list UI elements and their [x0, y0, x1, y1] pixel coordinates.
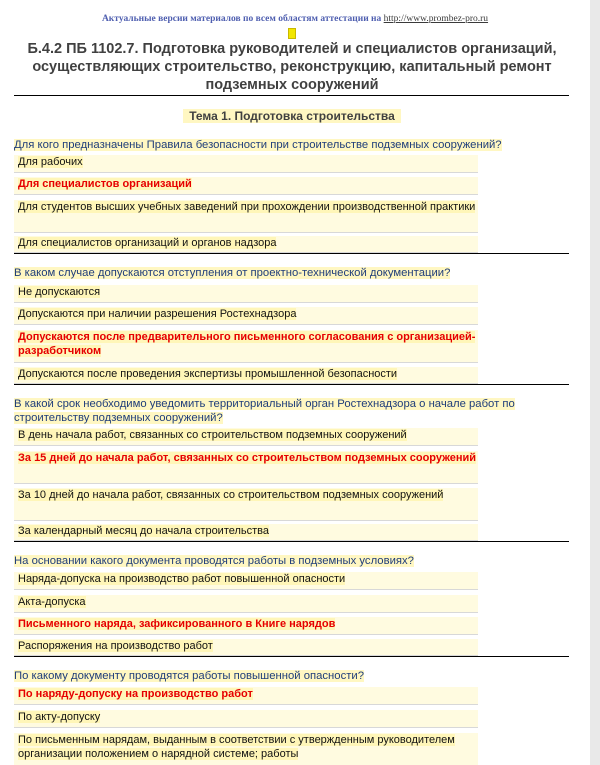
answer-option[interactable] — [14, 200, 478, 233]
answer-option[interactable] — [14, 710, 478, 728]
answer-option-correct[interactable] — [14, 617, 478, 635]
topic-label: Тема 1. Подготовка строительства — [183, 109, 401, 123]
answer-text: Не допускаются — [18, 286, 101, 298]
question-5 — [14, 669, 570, 683]
title-divider — [14, 95, 569, 96]
question-divider — [14, 656, 569, 657]
answer-option-correct[interactable] — [14, 451, 478, 484]
header-link[interactable]: http://www.prombez-pro.ru — [383, 14, 489, 24]
question-text: Для кого предназначены Правила безопасности при строительстве подземных сооружений? — [14, 139, 502, 151]
document-title: Б.4.2 ПБ 1102.7. Подготовка руководителей и специалистов организаций, осуществляющих строительство, реконструкцию, капитальный ремонт подземных сооружений — [27, 41, 557, 93]
answer-text: За 10 дней до начала работ, связанных со строительством подземных сооружений — [18, 489, 444, 501]
answer-text: Допускаются после предварительного письменного согласования с организацией-разработчиком — [18, 331, 476, 357]
question-text: В какой срок необходимо уведомить территориальный орган Ростехнадзора о начале работ по строительству подземных сооружений? — [14, 398, 515, 424]
question-text: По какому документу проводятся работы повышенной опасности? — [14, 670, 364, 682]
header-prefix: Актуальные версии материалов по всем областям аттестации на — [101, 14, 382, 24]
question-text: На основании какого документа проводятся работы в подземных условиях? — [14, 555, 414, 567]
answer-option[interactable] — [14, 155, 478, 173]
answer-text: Письменного наряда, зафиксированного в Книге нарядов — [18, 618, 336, 630]
answer-text: Для специалистов организаций и органов надзора — [18, 237, 277, 249]
answer-option[interactable] — [14, 428, 478, 446]
question-3 — [14, 397, 570, 425]
answer-text: Акта-допуска — [18, 596, 86, 608]
answer-text: За 15 дней до начала работ, связанных со строительством подземных сооружений — [18, 452, 477, 464]
answer-option[interactable] — [14, 285, 478, 303]
answer-text: За календарный месяц до начала строительства — [18, 525, 270, 537]
answer-text: Допускаются после проведения экспертизы промышленной безопасности — [18, 368, 398, 380]
answer-text: Для рабочих — [18, 156, 83, 168]
answer-text: Для специалистов организаций — [18, 178, 192, 190]
answer-text: Для студентов высших учебных заведений при прохождении производственной практики — [18, 201, 476, 213]
question-4 — [14, 554, 570, 568]
answer-text: По акту-допуску — [18, 711, 101, 723]
topic-heading — [14, 109, 570, 123]
question-text: В каком случае допускаются отступления от проектно-технической документации? — [14, 267, 451, 279]
answer-option[interactable] — [14, 733, 478, 765]
question-divider — [14, 384, 569, 385]
question-1 — [14, 138, 570, 152]
answer-text: По письменным нарядам, выданным в соответствии с утвержденным руководителем организации положением о нарядной системе; работы — [18, 734, 455, 760]
answer-option[interactable] — [14, 524, 478, 541]
answer-text: По наряду-допуску на производство работ — [18, 688, 253, 700]
answer-option-correct[interactable] — [14, 330, 478, 363]
answer-option[interactable] — [14, 367, 478, 384]
answer-text: Допускаются при наличии разрешения Ростехнадзора — [18, 308, 297, 320]
answer-option[interactable] — [14, 595, 478, 613]
question-divider — [14, 253, 569, 254]
answer-option[interactable] — [14, 572, 478, 590]
question-2 — [14, 266, 570, 280]
header-line — [0, 14, 590, 24]
answer-option[interactable] — [14, 639, 478, 656]
answer-option[interactable] — [14, 307, 478, 325]
page-edge — [590, 0, 600, 765]
answer-option-correct[interactable] — [14, 177, 478, 195]
answer-text: Распоряжения на производство работ — [18, 640, 213, 652]
question-divider — [14, 541, 569, 542]
answer-option-correct[interactable] — [14, 687, 478, 705]
answer-option[interactable] — [14, 488, 478, 521]
answer-text: В день начала работ, связанных со строительством подземных сооружений — [18, 429, 407, 441]
text-cursor-marker — [288, 28, 296, 39]
answer-text: Наряда-допуска на производство работ повышенной опасности — [18, 573, 346, 585]
answer-option[interactable] — [14, 236, 478, 253]
